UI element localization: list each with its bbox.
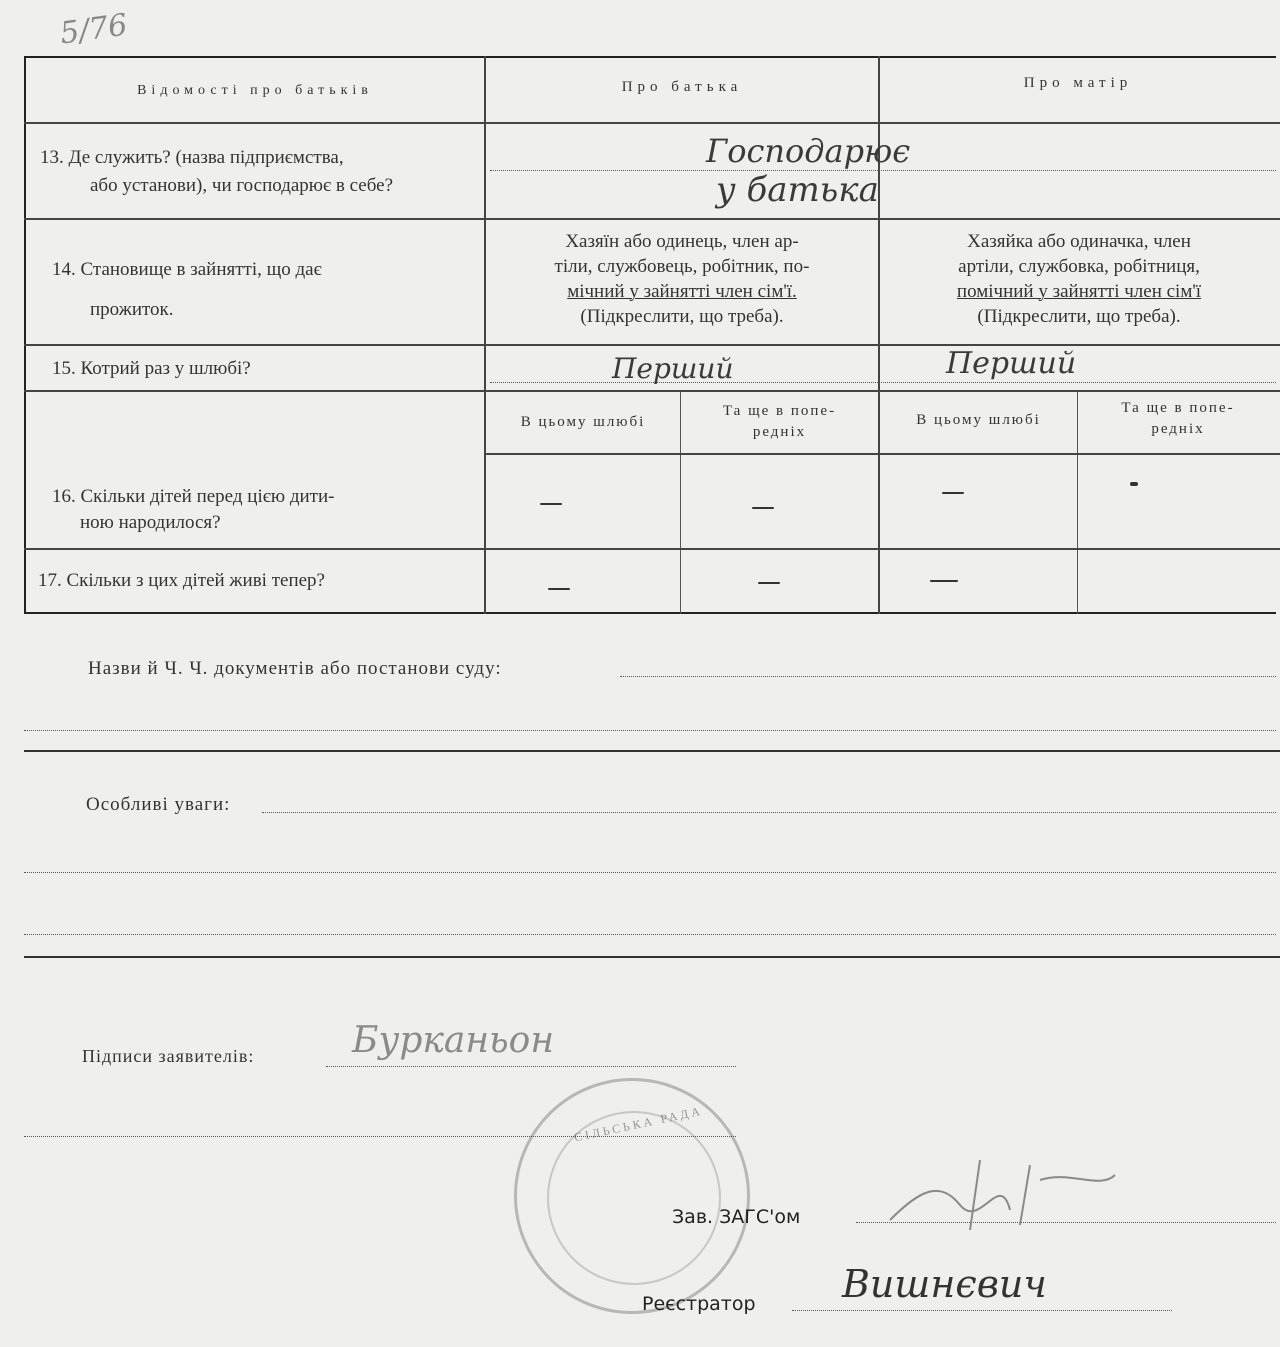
q14-mother-line: Хазяйка або одиначка, член <box>967 231 1191 252</box>
q14-label <box>52 250 322 330</box>
sub-previous-line: Та ще в попе- <box>1121 400 1235 416</box>
applicants-signature: Бурканьон <box>352 1020 555 1061</box>
q15-mother-answer: Перший <box>946 346 1077 381</box>
q16-mother-this-dash <box>942 492 964 494</box>
header-parents-info: Відомості про батьків <box>137 83 373 98</box>
q13-label <box>40 144 393 200</box>
registrar-signature-line <box>792 1310 1172 1311</box>
q13-dotted-line <box>490 170 1276 171</box>
q14-mother-line: артіли, службовка, робітниця, <box>958 256 1200 277</box>
q16-label <box>52 484 334 536</box>
documents-line-1 <box>620 676 1276 677</box>
sub-previous-line: Та ще в попе- <box>722 403 837 419</box>
sub-mother-this-marriage: В цьому шлюбі <box>916 411 1041 428</box>
q13-father-answer: Господарює <box>706 132 911 170</box>
q15-dotted-line <box>490 382 1276 383</box>
section-divider <box>24 956 1280 958</box>
q13-father-answer-cont: у батька <box>716 170 879 210</box>
q13-label-line: 13. Де служить? (назва підприємства, <box>40 147 344 168</box>
q15-label: 15. Котрий раз у шлюбі? <box>52 358 251 379</box>
q17-label: 17. Скільки з цих дітей живі тепер? <box>38 570 325 591</box>
q13-label-line: або установи), чи господарює в себе? <box>90 175 394 196</box>
registrar-label: Реєстратор <box>642 1293 756 1315</box>
header-about-father: Про батька <box>621 78 743 95</box>
table-divider <box>486 453 1280 455</box>
section-divider <box>24 750 1280 752</box>
q14-father-line: тіли, службовець, робітник, по- <box>554 256 810 277</box>
applicants-signature-label: Підписи заявителів: <box>82 1046 255 1066</box>
q17-mother-this-dash <box>930 580 958 582</box>
applicants-signature-line <box>326 1066 736 1067</box>
q16-father-prev-dash <box>752 507 774 509</box>
stamp-inner-ring <box>547 1111 721 1285</box>
table-divider <box>24 344 1280 346</box>
official-stamp <box>514 1078 750 1314</box>
q14-father-line: Хазяїн або одинець, член ар- <box>565 231 799 252</box>
q14-father-line: (Підкреслити, що треба). <box>580 306 784 327</box>
table-divider <box>24 122 1280 124</box>
sub-father-previous <box>681 392 878 452</box>
q17-father-prev-dash <box>758 582 780 584</box>
table-divider <box>24 548 1280 550</box>
stamp-text: СІЛЬСЬКА РАДА <box>572 1103 704 1145</box>
sub-previous-line: редніх <box>1151 421 1205 437</box>
q17-father-this-dash <box>548 588 570 590</box>
sub-father-this-marriage: В цьому шлюбі <box>520 413 646 430</box>
sub-previous-line: редніх <box>752 424 807 440</box>
remarks-label: Особливі уваги: <box>86 794 231 815</box>
q14-mother-line: помічний у зайнятті член сім'ї <box>956 281 1202 302</box>
sub-mother-previous <box>1078 390 1278 448</box>
head-of-registry-label: Зав. ЗАГС'ом <box>672 1206 801 1228</box>
q14-father-line: мічний у зайнятті член сім'ї. <box>567 281 797 302</box>
remarks-line-3 <box>24 934 1276 935</box>
documents-line-2 <box>24 730 1276 731</box>
q14-label-line: прожиток. <box>90 299 174 320</box>
header-about-mother: Про матір <box>1023 74 1133 91</box>
q14-label-line: 14. Становище в зайнятті, що дає <box>52 259 322 280</box>
q14-mother-options <box>888 229 1270 329</box>
corner-note: 5/76 <box>57 7 130 52</box>
q15-father-answer: Перший <box>612 352 734 385</box>
head-signature <box>880 1150 1120 1240</box>
q16-mother-prev-mark <box>1130 482 1138 486</box>
remarks-line-1 <box>262 812 1276 813</box>
q16-label-line: ною народилося? <box>80 512 221 533</box>
registrar-signature: Вишнєвич <box>842 1262 1047 1306</box>
q14-father-options <box>494 229 870 329</box>
remarks-line-2 <box>24 872 1276 873</box>
q14-mother-line: (Підкреслити, що треба). <box>977 306 1181 327</box>
documents-label: Назви й Ч. Ч. документів або постанови суду: <box>88 658 502 679</box>
q16-father-this-dash <box>540 503 562 505</box>
table-divider <box>24 218 1280 220</box>
table-divider <box>484 56 486 614</box>
q16-label-line: 16. Скільки дітей перед цією дити- <box>52 486 335 507</box>
